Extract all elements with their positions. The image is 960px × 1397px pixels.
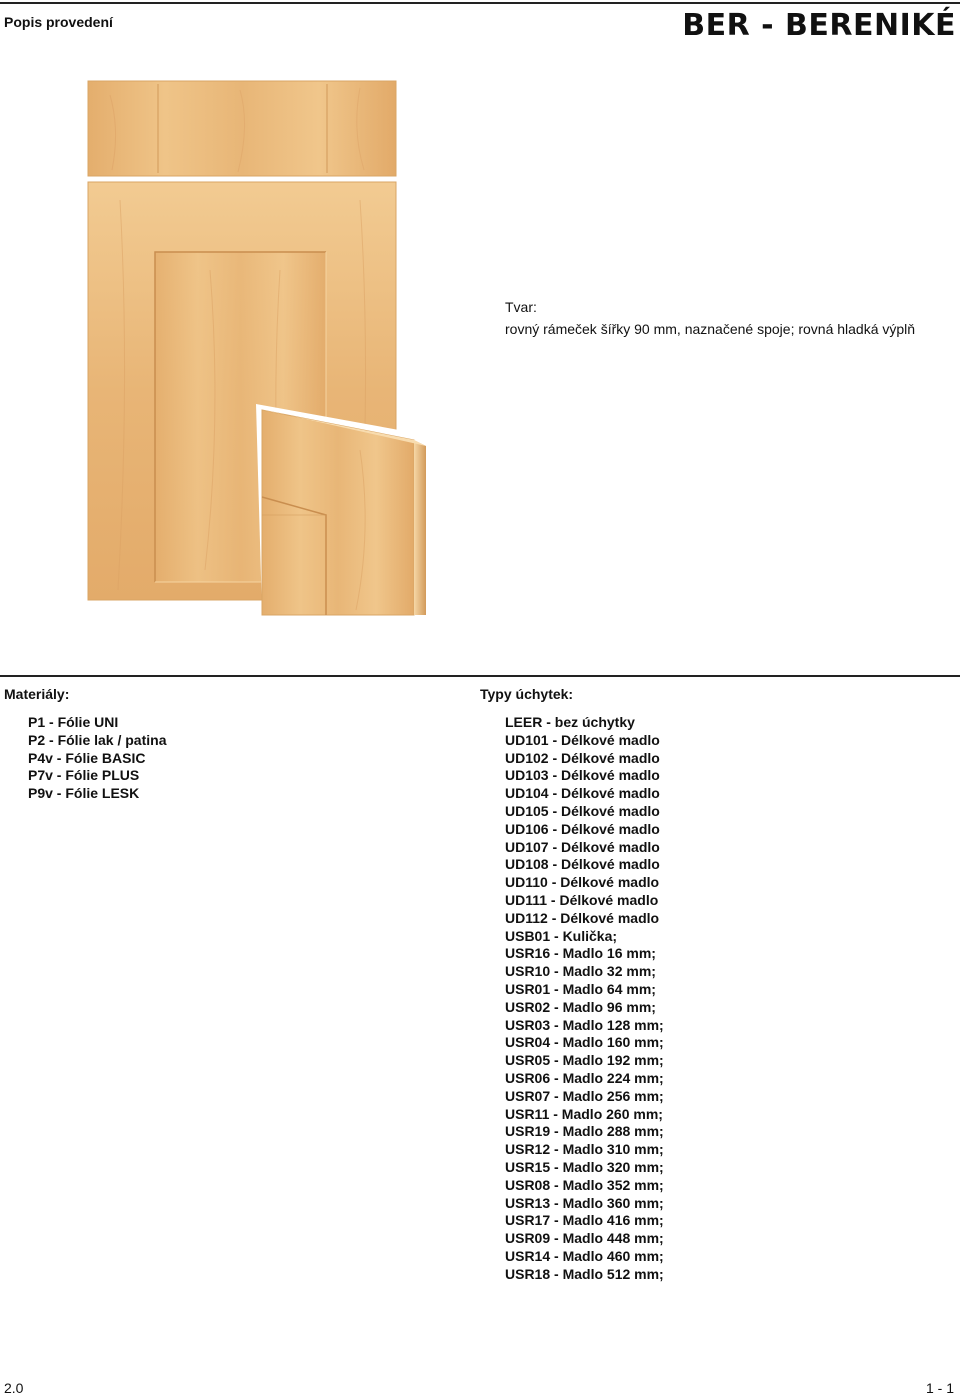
material-item: P2 - Fólie lak / patina bbox=[28, 731, 167, 748]
cabinet-door-illustration bbox=[0, 60, 500, 660]
handle-item: UD105 - Délkové madlo bbox=[505, 802, 660, 819]
top-rule bbox=[0, 2, 960, 4]
handle-item: USR12 - Madlo 310 mm; bbox=[505, 1141, 664, 1158]
shape-description bbox=[505, 296, 915, 340]
version-label: 2.0 bbox=[4, 1380, 24, 1396]
handle-item: USR04 - Madlo 160 mm; bbox=[505, 1034, 664, 1051]
handle-item: UD103 - Délkové madlo bbox=[505, 767, 660, 784]
materials-list bbox=[28, 714, 166, 803]
handle-item: UD108 - Délkové madlo bbox=[505, 856, 660, 873]
handle-item: USR01 - Madlo 64 mm; bbox=[505, 980, 656, 997]
handles-list bbox=[505, 714, 664, 1284]
handle-item: UD106 - Délkové madlo bbox=[505, 820, 660, 837]
handle-item: LEER - bez úchytky bbox=[505, 714, 635, 730]
drawer-front bbox=[88, 81, 396, 176]
handle-item: UD111 - Délkové madlo bbox=[505, 891, 659, 908]
handle-item: USR10 - Madlo 32 mm; bbox=[505, 963, 656, 980]
handle-item: USR17 - Madlo 416 mm; bbox=[505, 1212, 664, 1229]
handle-item: USR02 - Madlo 96 mm; bbox=[505, 998, 656, 1015]
handle-item: USR03 - Madlo 128 mm; bbox=[505, 1016, 664, 1033]
brand-title: BER - BERENIKÉ bbox=[682, 8, 956, 43]
handle-item: USR18 - Madlo 512 mm; bbox=[505, 1265, 664, 1282]
handle-item: USR11 - Madlo 260 mm; bbox=[505, 1105, 663, 1122]
corner-detail bbox=[256, 404, 432, 615]
handle-item: USR19 - Madlo 288 mm; bbox=[505, 1123, 664, 1140]
handle-item: USB01 - Kulička; bbox=[505, 927, 618, 944]
handle-item: USR08 - Madlo 352 mm; bbox=[505, 1176, 664, 1193]
handle-item: USR13 - Madlo 360 mm; bbox=[505, 1194, 664, 1211]
handle-item: USR14 - Madlo 460 mm; bbox=[505, 1247, 664, 1264]
handle-item: USR05 - Madlo 192 mm; bbox=[505, 1052, 664, 1069]
material-item: P7v - Fólie PLUS bbox=[28, 767, 140, 784]
handle-item: UD104 - Délkové madlo bbox=[505, 785, 660, 802]
handle-item: USR16 - Madlo 16 mm; bbox=[505, 945, 656, 962]
material-item: P9v - Fólie LESK bbox=[28, 785, 140, 802]
handle-item: UD101 - Délkové madlo bbox=[505, 731, 660, 748]
material-item: P1 - Fólie UNI bbox=[28, 714, 119, 730]
section-divider bbox=[0, 675, 960, 677]
shape-text: rovný rámeček šířky 90 mm, naznačené spoje; rovná hladká výplň bbox=[505, 321, 916, 337]
material-item: P4v - Fólie BASIC bbox=[28, 749, 146, 766]
page-number: 1 - 1 bbox=[925, 1380, 954, 1396]
handle-item: UD110 - Délkové madlo bbox=[505, 874, 660, 891]
handle-item: UD107 - Délkové madlo bbox=[505, 838, 660, 855]
handle-item: USR07 - Madlo 256 mm; bbox=[505, 1087, 664, 1104]
handle-item: USR06 - Madlo 224 mm; bbox=[505, 1069, 664, 1086]
handles-title: Typy úchytek: bbox=[480, 686, 574, 702]
page-title: Popis provedení bbox=[4, 14, 113, 30]
handle-item: UD112 - Délkové madlo bbox=[505, 909, 660, 926]
handle-item: UD102 - Délkové madlo bbox=[505, 749, 660, 766]
materials-title: Materiály: bbox=[4, 686, 70, 702]
shape-label: Tvar: bbox=[505, 299, 537, 315]
handle-item: USR15 - Madlo 320 mm; bbox=[505, 1158, 664, 1175]
handle-item: USR09 - Madlo 448 mm; bbox=[505, 1230, 664, 1247]
